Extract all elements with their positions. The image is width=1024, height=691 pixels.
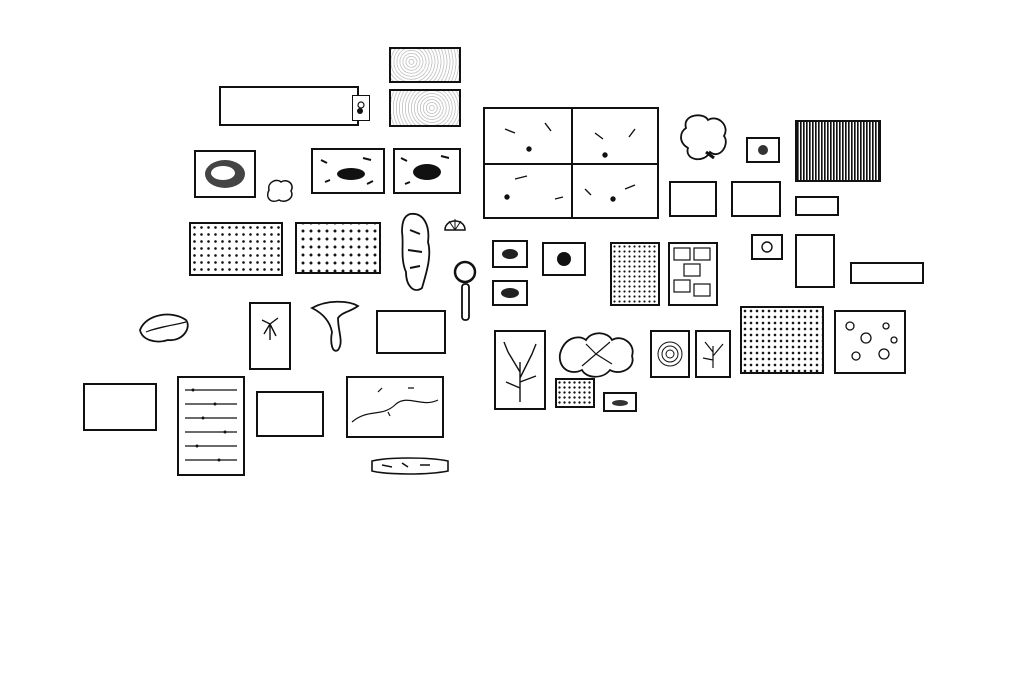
panel-6-bark-lichen (398, 210, 434, 294)
lichen-sketch (494, 242, 526, 266)
score-lines (179, 378, 243, 474)
panel-36-wood-rotting-stick (368, 455, 452, 477)
spores-sketch (395, 150, 459, 192)
panel-26-dardinia-shell (443, 214, 467, 234)
panel-12-mycelium-topsoil (751, 234, 783, 260)
panel-4-moss-watercolour (492, 280, 528, 306)
panel-43-all-fall-card (795, 234, 835, 288)
panel-10-mycelium-topsoil (669, 181, 717, 217)
panel-39-music-score (177, 376, 245, 476)
panel-11-mycelium-topsoil (731, 181, 781, 217)
gills-sketch (378, 312, 444, 352)
mycelium-sketch (196, 152, 254, 196)
mycelium-burst (733, 183, 779, 215)
moss-sketch (494, 282, 526, 304)
panel-13-oyster-mushroom (676, 112, 732, 164)
mycelium-strands (258, 393, 322, 435)
panel-45-future-card (795, 196, 839, 216)
mycelium-burst (671, 183, 715, 215)
panel-35-petri-dishes (500, 396, 920, 476)
panel-32-mycelium-leaf (136, 310, 192, 344)
panel-7-oak-leaf (556, 328, 638, 380)
panel-44-convergence-card (850, 262, 924, 284)
panel-27-mycelium-mountain (346, 376, 444, 438)
colonies-sketch (836, 312, 904, 372)
panel-38-yeast-bacteria (834, 310, 906, 374)
panel-37-oyster-mycelium-agar (740, 306, 824, 374)
panel-14-spores (311, 148, 385, 194)
scattered-letters (85, 385, 155, 429)
panel-28-etching-white-ink (256, 391, 324, 437)
panel-21-mushroom-gills (376, 310, 446, 354)
panel-1-soil-paint (483, 107, 659, 219)
panel-18-yeast-painting (295, 222, 381, 274)
panel-16-night-sky (389, 89, 461, 127)
panel-23-lichen-blob (265, 178, 295, 204)
panel-30-music-score (650, 330, 690, 378)
astronomy-grid (670, 244, 716, 304)
panel-25-etching-white-ink (249, 302, 291, 370)
oyster-mushroom-icon (354, 97, 368, 119)
panel-31-mycelium-growth-score (695, 330, 731, 378)
panel-2-hand-lens (452, 258, 482, 328)
panel-47-large-etching (795, 120, 881, 182)
panel-40-microscopy-grid (483, 54, 803, 90)
mycelium-ring (753, 236, 781, 258)
spores-sketch (313, 150, 383, 192)
panel-3-lichen-watercolour (492, 240, 528, 268)
mycelium-sketch (748, 139, 778, 161)
panel-41-mycelium-paper (746, 137, 780, 163)
panel-46-text-card (219, 86, 359, 126)
spore-print (544, 244, 584, 274)
panel-29-mycelium-plastic (194, 150, 256, 198)
panel-24 (352, 95, 370, 121)
panel-17-night-sky (389, 47, 461, 83)
soil-strokes (485, 109, 657, 217)
panel-8-astronomy-pages (610, 242, 660, 306)
mycelium-sketch (697, 332, 729, 376)
mountain-sketch (348, 378, 442, 436)
panel-42-indeterminacy-card (83, 383, 157, 431)
concentric-score (652, 332, 688, 376)
panel-9-astronomy-pages (668, 242, 718, 306)
panel-15-mushroom-spores (393, 148, 461, 194)
panel-22-mushroom-dissection (308, 298, 360, 356)
mycelium-sketch (251, 304, 289, 368)
panel-5-spore-paint (542, 242, 586, 276)
panel-19-yeast-black-agar (189, 222, 283, 276)
